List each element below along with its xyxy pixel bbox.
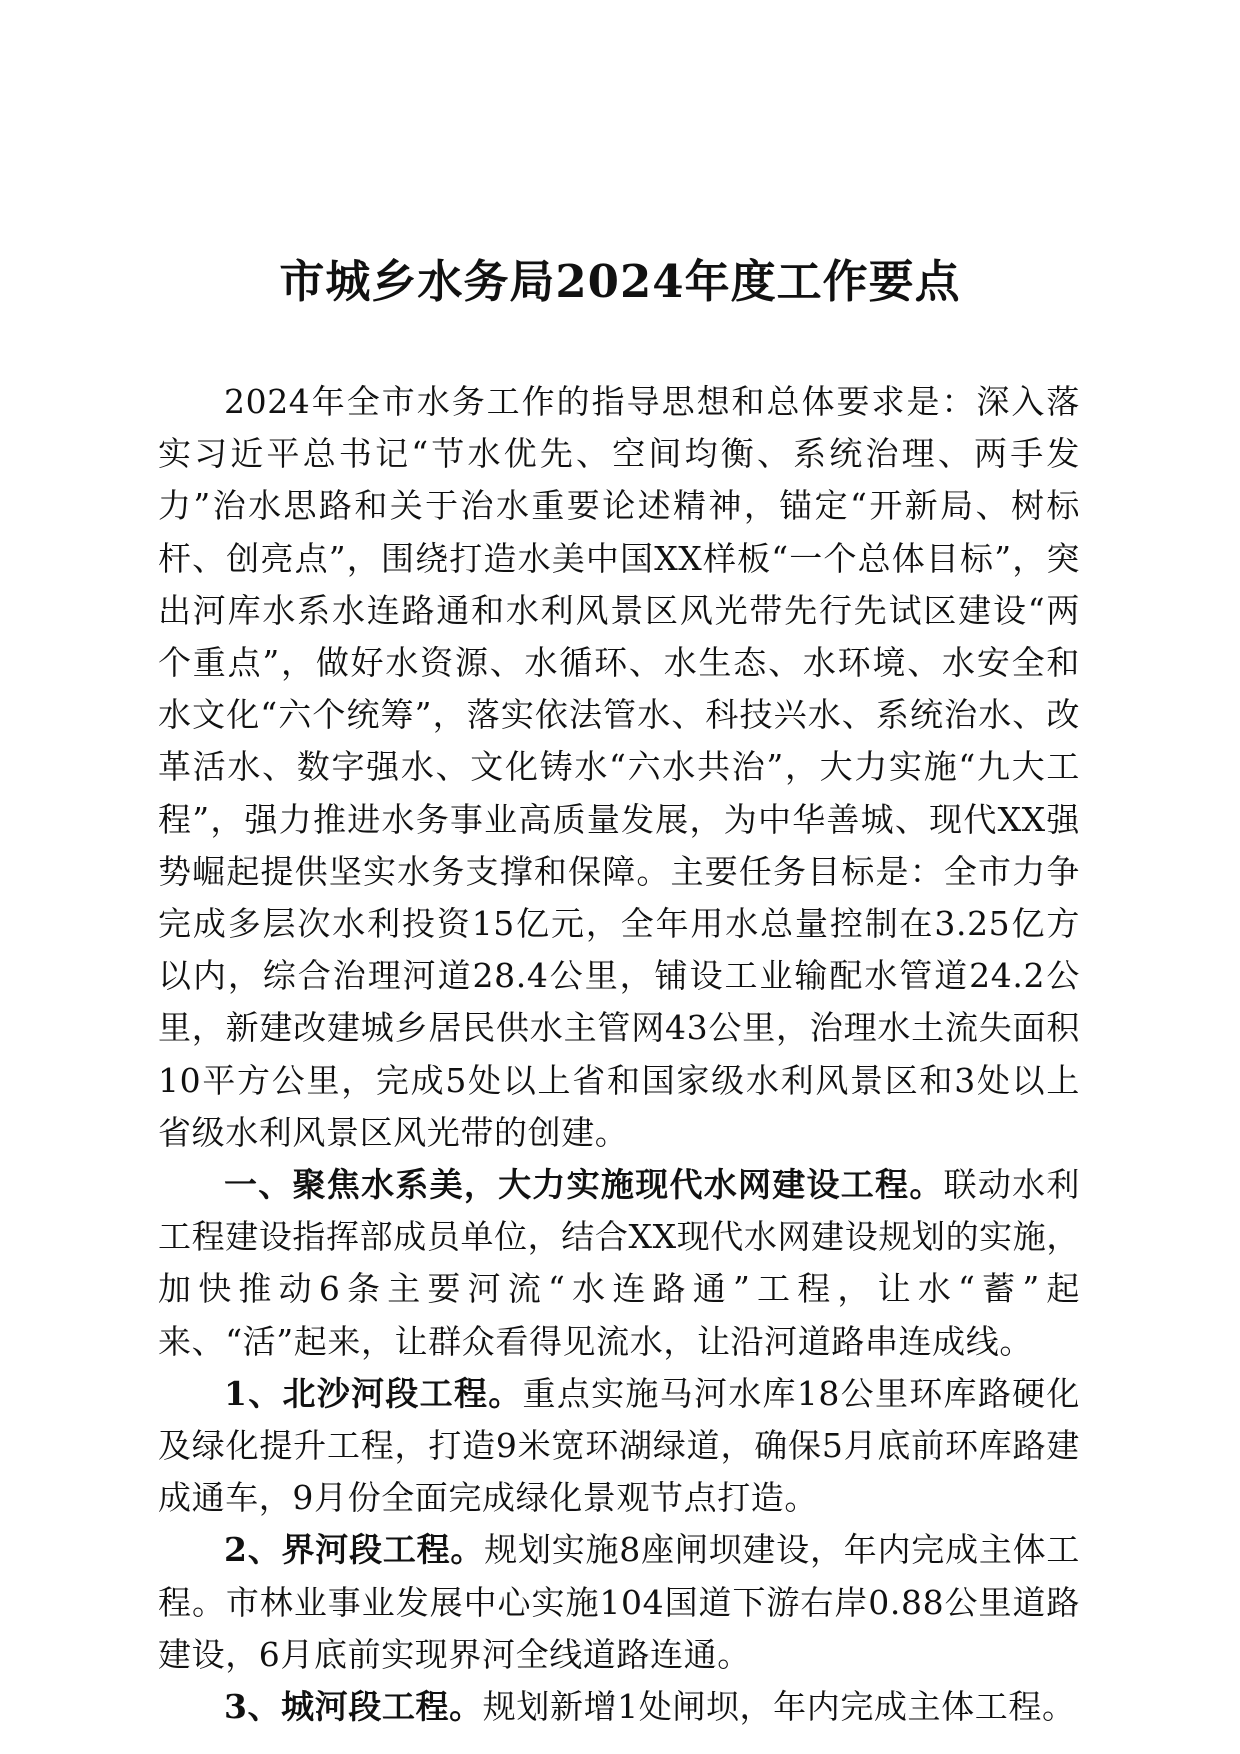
paragraph-text: 规划新增1处闸坝，年内完成主体工程。 <box>482 1687 1076 1727</box>
item-heading: 2、界河段工程。 <box>224 1530 485 1570</box>
document-body <box>158 376 1080 1733</box>
paragraph-item-2 <box>158 1524 1080 1681</box>
paragraph-text: 规划实施8座闸坝建设，年内完成主体工程。市林业事业发展中心实施104国道下游右岸0.88公里道路建设，6月底前实现界河全线道路连通。 <box>158 1530 1081 1674</box>
paragraph-intro <box>158 376 1080 1159</box>
paragraph-item-3 <box>158 1681 1080 1733</box>
paragraph-text: 联动水利工程建设指挥部成员单位，结合XX现代水网建设规划的实施，加快推动6条主要河流“水连路通”工程，让水“蓄”起来、“活”起来，让群众看得见流水，让沿河道路串连成线。 <box>158 1165 1080 1361</box>
section-heading: 一、聚焦水系美，大力实施现代水网建设工程。 <box>224 1165 944 1205</box>
paragraph-text: 2024年全市水务工作的指导思想和总体要求是：深入落实习近平总书记“节水优先、空间均衡、系统治理、两手发力”治水思路和关于治水重要论述精神，锚定“开新局、树标杆、创亮点”，围绕打造水美中国XX样板“一个总体目标”，突出河库水系水连路通和水利风景区风光带先行先试区建设“两个重点”，做好水资源、水循环、水生态、水环境、水安全和水文化“六个统筹”，落实依法管水、科技兴水、系统治水、改革活水、数字强水、文化铸水“六水共治”，大力实施“九大工程”，强力推进水务事业高质量发展，为中华善城、现代XX强势崛起提供坚实水务支撑和保障。主要任务目标是：全市力争完成多层次水利投资15亿元，全年用水总量控制在3.25亿方以内，综合治理河道28.4公里，铺设工业输配水管道24.2公里，新建改建城乡居民供水主管网43公里，治理水土流失面积10平方公里，完成5处以上省和国家级水利风景区和3处以上省级水利风景区风光带的创建。 <box>158 382 1080 1152</box>
item-heading: 1、北沙河段工程。 <box>224 1373 523 1413</box>
paragraph-section-1 <box>158 1159 1080 1368</box>
paragraph-text: 重点实施马河水库18公里环库路硬化及绿化提升工程，打造9米宽环湖绿道，确保5月底前环库路建成通车，9月份全面完成绿化景观节点打造。 <box>158 1373 1080 1518</box>
paragraph-item-1 <box>158 1368 1080 1525</box>
item-heading: 3、城河段工程。 <box>224 1687 483 1727</box>
document-title: 市城乡水务局2024年度工作要点 <box>279 255 961 308</box>
